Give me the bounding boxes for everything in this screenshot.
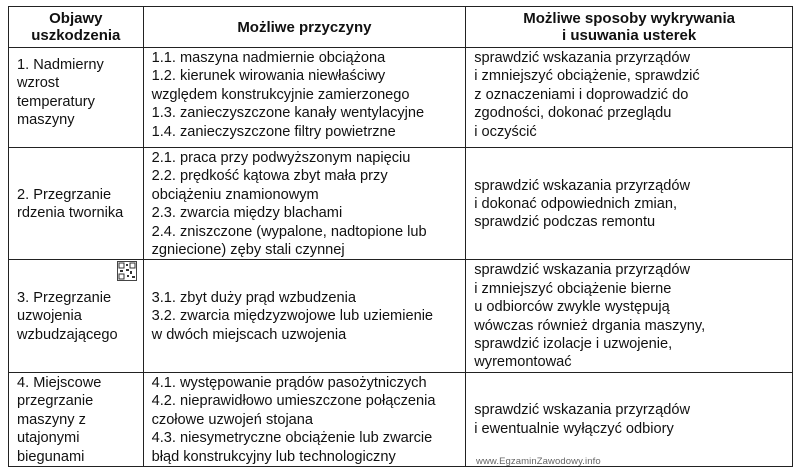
cell-text-line: błąd konstrukcyjny lub technologiczny [151,448,396,465]
cell-text-line: 4. Miejscowe [17,374,102,391]
cell-text-line: 2.4. zniszczone (wypalone, nadtopione lub [151,223,427,240]
cell-text-line: zgniecione) zęby stali czynnej [151,242,345,259]
cell-text-line: 1.4. zanieczyszczone filtry powietrzne [151,123,396,140]
header-remedies [466,7,793,48]
cell-text-line: i zmniejszyć obciążenie bierne [474,280,672,297]
cell-text-line: Możliwe przyczyny [237,18,372,36]
cell-text-line: 3. Przegrzanie [17,290,112,307]
cell-text-line: maszyny [17,112,75,129]
cell-text-line: sprawdzić wskazania przyrządów [474,262,690,279]
cell-text-line: temperatury [17,93,95,110]
symptom-cell [9,148,144,260]
cell-text-line: sprawdzić wskazania przyrządów [474,177,690,194]
qr-code-icon [117,261,137,281]
cell-text-line: sprawdzić izolacje i uzwojenie, [474,336,673,353]
cell-text-line: rdzenia twornika [17,205,124,222]
cell-text-line: w dwóch miejscach uzwojenia [151,326,347,343]
cell-text-line: i dokonać odpowiednich zmian, [474,196,678,213]
cell-text-line: względem konstrukcyjnie zamierzonego [151,86,410,103]
symptom-cell [9,48,144,148]
cell-text-line: wzbudzającego [17,326,118,343]
cell-text-line: zgodności, dokonać przeglądu [474,105,672,122]
table-row [9,372,793,466]
cell-text-line: 2.3. zwarcia między blachami [151,205,343,222]
symptom-cell [9,372,144,466]
cell-text-line: i ewentualnie wyłączyć odbiory [474,420,674,437]
cell-text-line: 2.2. prędkość kątowa zbyt mała przy [151,168,388,185]
cell-text-line: Objawy [49,10,103,27]
cell-text-line: 2.1. praca przy podwyższonym napięciu [151,150,411,166]
cell-text-line: sprawdzić wskazania przyrządów [474,50,690,66]
watermark: www.EgzaminZawodowy.info [476,456,601,467]
cell-text-line: Możliwe sposoby wykrywania [523,10,735,27]
cell-text-line: 3.1. zbyt duży prąd wzbudzenia [151,290,357,307]
remedy-cell [466,48,793,148]
remedy-cell [466,260,793,372]
cell-text-line: uzwojenia [17,308,82,325]
cell-text-line: wzrost [17,75,60,92]
header-row [9,7,793,48]
cell-text-line: przegrzanie [17,393,94,410]
cell-text-line: i zmniejszyć obciążenie, sprawdzić [474,68,700,85]
cell-text-line: obciążeniu znamionowym [151,186,319,203]
cell-text-line: biegunami [17,448,85,465]
cell-text-line: uszkodzenia [31,27,121,44]
causes-cell [143,260,466,372]
table-row [9,48,793,148]
cell-text-line: wówczas również drgania maszyny, [474,317,706,334]
cell-text-line: i usuwania usterek [562,27,697,44]
cell-text-line: 3.2. zwarcia międzyzwojowe lub uziemienie [151,308,434,325]
cell-text-line: 1.1. maszyna nadmiernie obciążona [151,50,386,66]
cell-text-line: sprawdzić podczas remontu [474,214,656,231]
cell-text-line: utajonymi [17,430,80,447]
causes-cell [143,372,466,466]
cell-text-line: sprawdzić wskazania przyrządów [474,402,690,419]
causes-cell [143,148,466,260]
remedy-cell [466,148,793,260]
cell-text-line: u odbiorców zwykle występują [474,299,670,316]
cell-text-line: czołowe uzwojeń stojana [151,411,314,428]
table-row [9,148,793,260]
cell-text-line: 4.3. niesymetryczne obciążenie lub zwarcie [151,430,433,447]
cell-text-line: 4.2. nieprawidłowo umieszczone połączenia [151,393,436,410]
cell-text-line: z oznaczeniami i doprowadzić do [474,86,689,103]
header-symptoms [9,7,144,48]
remedy-cell [466,372,793,466]
cell-text-line: 4.1. występowanie prądów pasożytniczych [151,374,427,391]
cell-text-line: wyremontować [474,354,572,371]
causes-cell [143,48,466,148]
cell-text-line: i oczyścić [474,123,537,140]
cell-text-line: 1. Nadmierny [17,57,104,73]
cell-text-line: 2. Przegrzanie [17,186,112,203]
header-causes [143,7,466,48]
cell-text-line: 1.3. zanieczyszczone kanały wentylacyjne [151,105,425,122]
faults-table [8,6,793,467]
cell-text-line: 1.2. kierunek wirowania niewłaściwy [151,68,386,85]
cell-text-line: maszyny z [17,411,86,428]
